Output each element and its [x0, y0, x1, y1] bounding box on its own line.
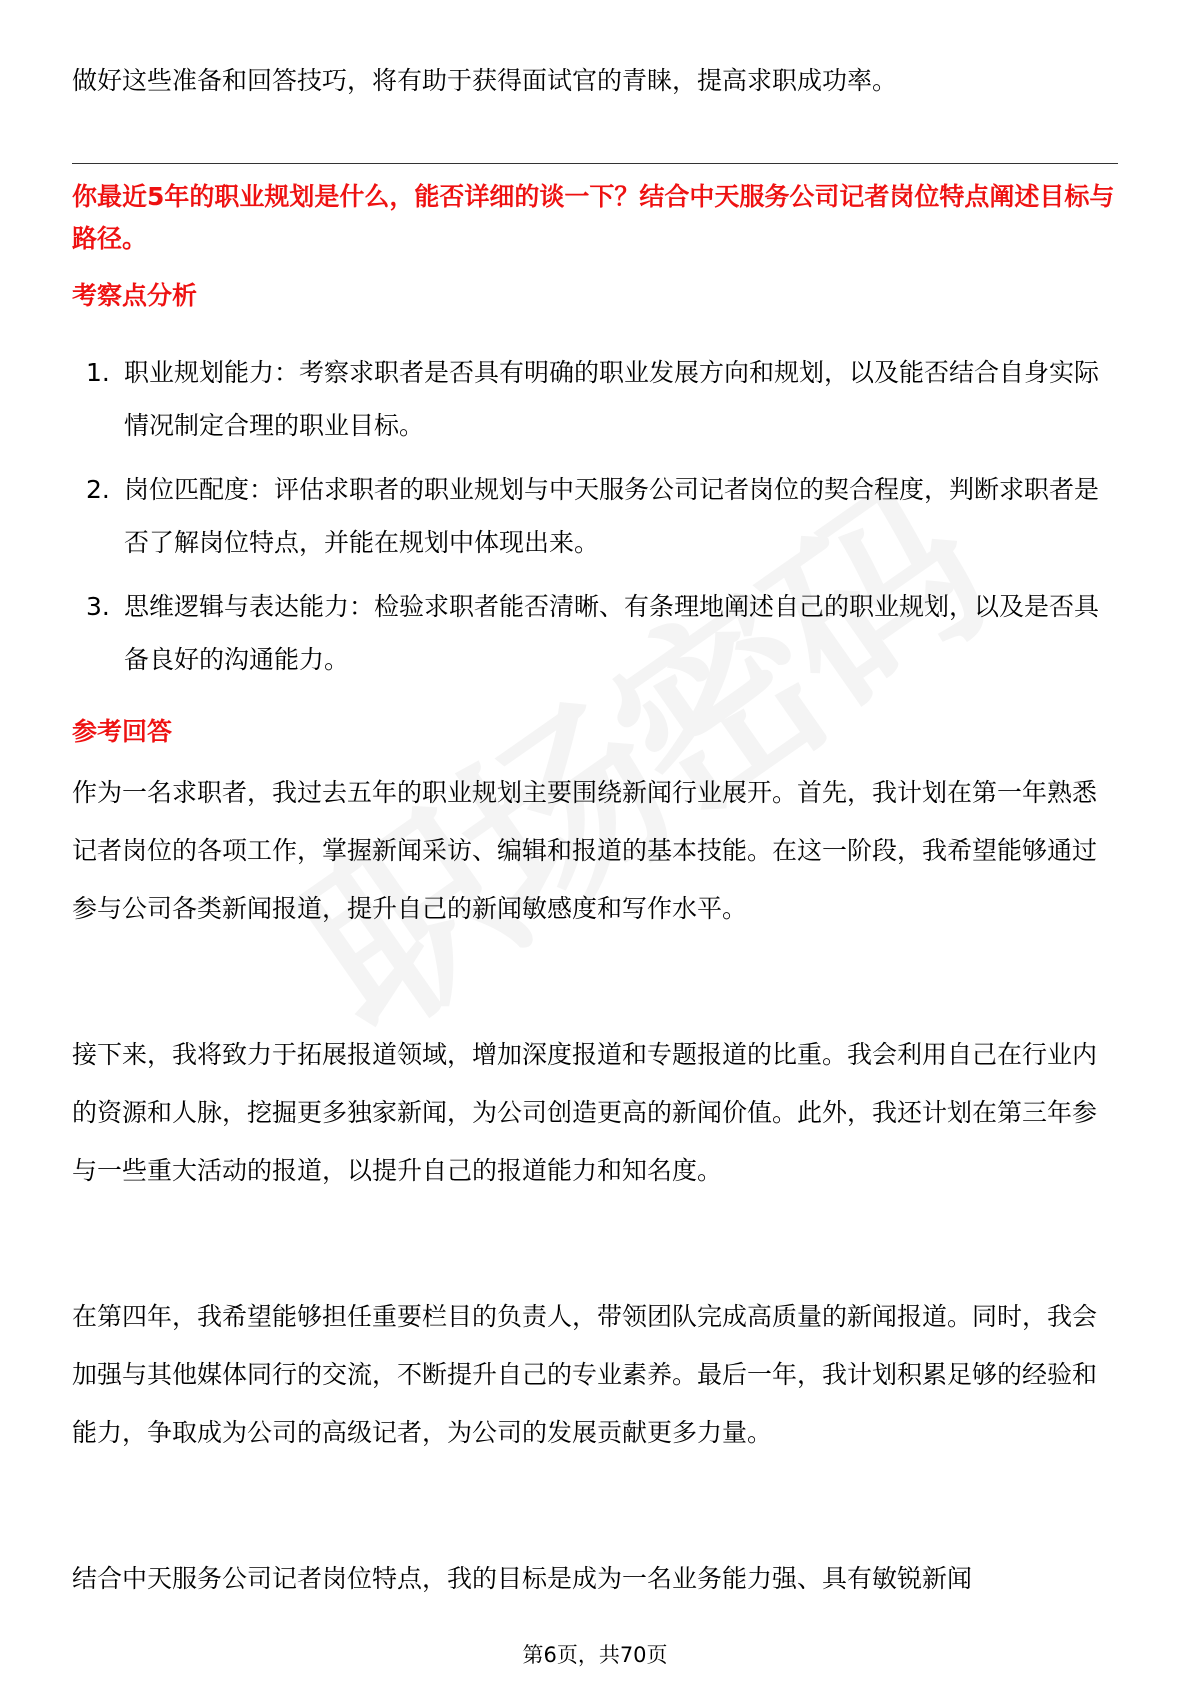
list-item: [72, 346, 1118, 452]
answer-paragraph: 在第四年，我希望能够担任重要栏目的负责人，带领团队完成高质量的新闻报道。同时，我会加强与其他媒体同行的交流，不断提升自己的专业素养。最后一年，我计划积累足够的经验和能力，争取成为公司的高级记者，为公司的发展贡献更多力量。: [72, 1302, 1098, 1447]
answer-paragraph: 作为一名求职者，我过去五年的职业规划主要围绕新闻行业展开。首先，我计划在第一年熟悉记者岗位的各项工作，掌握新闻采访、编辑和报道的基本技能。在这一阶段，我希望能够通过参与公司各类新闻报道，提升自己的新闻敏感度和写作水平。: [72, 778, 1098, 923]
divider-line: [72, 163, 1118, 164]
intro-paragraph: 做好这些准备和回答技巧，将有助于获得面试官的青睐，提高求职成功率。: [72, 66, 898, 95]
list-item: [72, 463, 1118, 569]
question-heading: 你最近5年的职业规划是什么，能否详细的谈一下？结合中天服务公司记者岗位特点阐述目标与路径。: [72, 182, 1115, 253]
analysis-list: [72, 346, 1118, 697]
list-item: [72, 580, 1118, 686]
list-number: 3.: [86, 592, 110, 621]
list-item-text: 职业规划能力：考察求职者是否具有明确的职业发展方向和规划，以及能否结合自身实际情况制定合理的职业目标。: [124, 358, 1100, 440]
list-item-text: 岗位匹配度：评估求职者的职业规划与中天服务公司记者岗位的契合程度，判断求职者是否了解岗位特点，并能在规划中体现出来。: [124, 475, 1100, 557]
answer-paragraph: 结合中天服务公司记者岗位特点，我的目标是成为一名业务能力强、具有敏锐新闻: [72, 1564, 973, 1593]
page-footer: 第6页，共70页: [522, 1643, 668, 1667]
list-number: 2.: [86, 475, 110, 504]
answer-title: 参考回答: [72, 717, 173, 746]
list-item-text: 思维逻辑与表达能力：检验求职者能否清晰、有条理地阐述自己的职业规划，以及是否具备良好的沟通能力。: [124, 592, 1100, 674]
analysis-title: 考察点分析: [72, 281, 198, 310]
answer-paragraph: 接下来，我将致力于拓展报道领域，增加深度报道和专题报道的比重。我会利用自己在行业内的资源和人脉，挖掘更多独家新闻，为公司创造更高的新闻价值。此外，我还计划在第三年参与一些重大活动的报道，以提升自己的报道能力和知名度。: [72, 1040, 1098, 1185]
list-number: 1.: [86, 358, 110, 387]
